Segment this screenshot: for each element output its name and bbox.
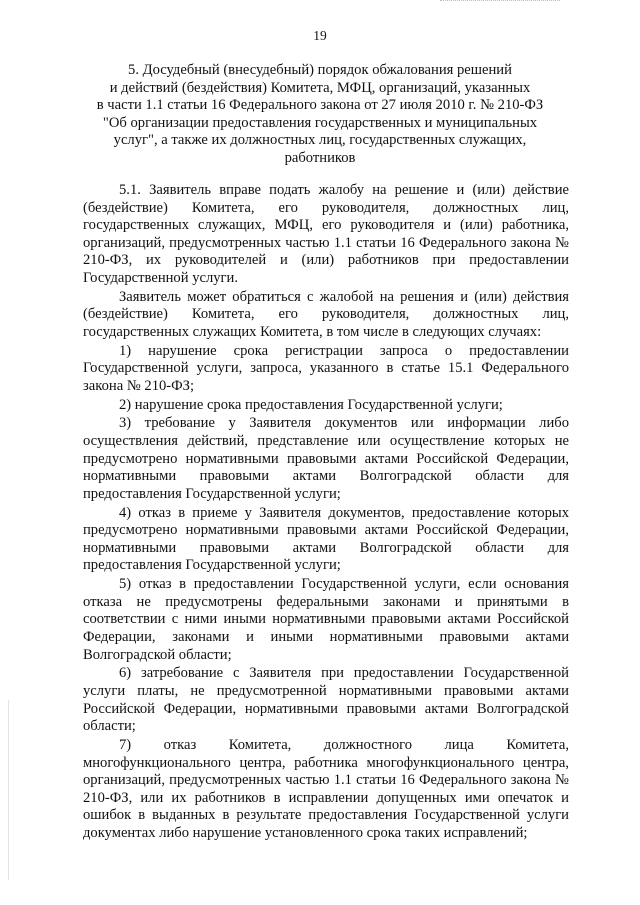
heading-line: услуг", а также их должностных лиц, государственных служащих, — [113, 132, 527, 148]
paragraph-5-1: 5.1. Заявитель вправе подать жалобу на решение и (или) действие (бездействие) Комитета, его руководителя, должностных лиц, государственных служащих, МФЦ, его руководителя и (или) работника, организаций, предусмотренных частью 1.1 статьи 16 Федерального закона № 210-ФЗ, их руководителей и (или) работников при предоставлении Государственной услуги. — [83, 182, 569, 286]
list-item-4: 4) отказ в приеме у Заявителя документов, предоставление которых предусмотрено нормативными правовыми актами Российской Федерации, нормативными правовыми актами Волгоградской области для предоставления Государственной услуги; — [83, 504, 569, 574]
section-heading — [82, 62, 558, 167]
scan-artifact — [440, 0, 560, 4]
page-number: 19 — [313, 28, 327, 43]
list-item-5: 5) отказ в предоставлении Государственной услуги, если основания отказа не предусмотрены федеральными законами и принятыми в соответствии с ними иными нормативными правовыми актами Российской Федерации, законами и иными нормативными правовыми актами Волгоградской области; — [83, 576, 569, 663]
heading-line: в части 1.1 статьи 16 Федерального закона от 27 июля 2010 г. № 210-ФЗ — [96, 97, 544, 113]
heading-line: 5. Досудебный (внесудебный) порядок обжалования решений — [128, 62, 512, 78]
heading-line: работников — [284, 149, 356, 166]
list-item-6: 6) затребование с Заявителя при предоставлении Государственной услуги платы, не предусмотренной нормативными правовыми актами Российской Федерации, нормативными правовыми актами Волгоградской области; — [83, 665, 569, 735]
document-body — [83, 182, 569, 842]
list-item-1: 1) нарушение срока регистрации запроса о предоставлении Государственной услуги, запроса, указанного в статье 15.1 Федерального закона № 210-ФЗ; — [83, 342, 569, 394]
list-item-3: 3) требование у Заявителя документов или информации либо осуществления действий, представление или осуществление которых не предусмотрено нормативными правовыми актами Российской Федерации, нормативными правовыми актами Волгоградской области для предоставления Государственной услуги; — [83, 415, 569, 502]
paragraph-complaint-cases: Заявитель может обратиться с жалобой на решения и (или) действия (бездействие) Комитета, его руководителя, должностных лиц, государственных служащих Комитета, в том числе в следующих случаях: — [83, 288, 569, 340]
list-item-7: 7) отказ Комитета, должностного лица Комитета, многофункционального центра, работника многофункционального центра, организаций, предусмотренных частью 1.1 статьи 16 Федерального закона № 210-ФЗ, или их работников в исправлении допущенных ими опечаток и ошибок в выданных в результате предоставления Государственной услуги документах либо нарушение установленного срока таких исправлений; — [83, 736, 569, 841]
scan-edge-mark — [8, 700, 9, 880]
heading-line: и действий (бездействия) Комитета, МФЦ, организаций, указанных — [109, 79, 531, 96]
list-item-2: 2) нарушение срока предоставления Государственной услуги; — [119, 396, 503, 413]
heading-line: "Об организации предоставления государственных и муниципальных — [102, 114, 538, 131]
